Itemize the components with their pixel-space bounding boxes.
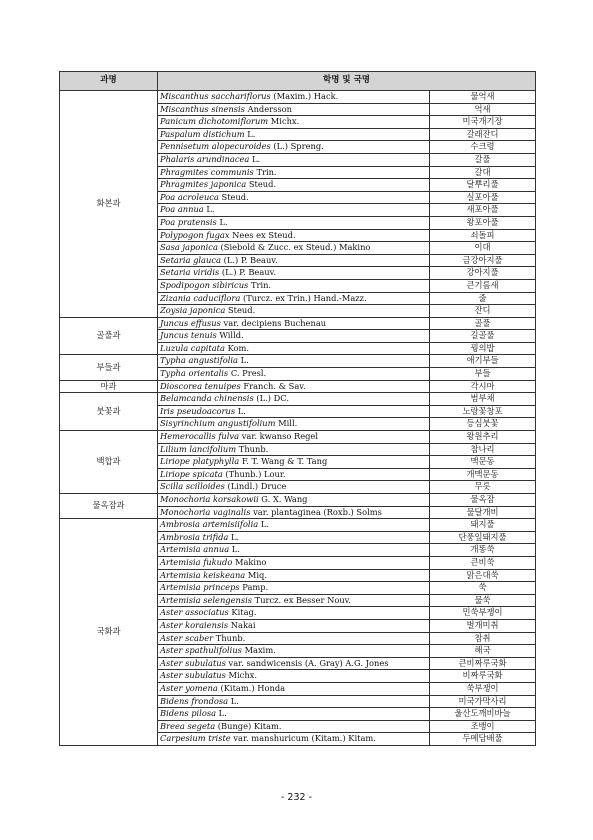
scientific-name-cell: [158, 418, 430, 431]
author-name: Willd.: [219, 330, 244, 341]
scientific-name-cell: [158, 733, 430, 746]
korean-name: 강아지풀: [430, 267, 536, 280]
scientific-name-cell: [158, 670, 430, 683]
scientific-name-cell: [158, 191, 430, 204]
korean-name: 미국가막사리: [430, 695, 536, 708]
scientific-name: Artemisia selengensis: [160, 594, 253, 605]
korean-name: 물쑥: [430, 594, 536, 607]
family-name: 물옥잠과: [60, 494, 158, 519]
korean-name: 비짜루국화: [430, 670, 536, 683]
family-name: 화본과: [60, 91, 158, 318]
korean-name: 금강아지풀: [430, 254, 536, 267]
author-name: (Lindl.) Druce: [227, 481, 287, 492]
korean-name: 해국: [430, 645, 536, 658]
table-row: [60, 393, 536, 406]
scientific-name: Setaria viridis: [160, 267, 220, 278]
korean-name: 꿩의밥: [430, 342, 536, 355]
author-name: var. manshuricum (Kitam.) Kitam.: [233, 733, 376, 744]
scientific-name-cell: [158, 141, 430, 154]
author-name: var. kwanso Regel: [241, 431, 318, 442]
scientific-name-cell: [158, 393, 430, 406]
korean-name: 이대: [430, 242, 536, 255]
scientific-name-cell: [158, 204, 430, 217]
scientific-name: Phragmites japonica: [160, 179, 247, 190]
scientific-name: Aster koraiensis: [160, 619, 229, 630]
family-column-header: 과명: [60, 72, 158, 91]
korean-name: 무릇: [430, 481, 536, 494]
scientific-name: Dioscorea tenuipes: [160, 380, 241, 391]
korean-name: 범부채: [430, 393, 536, 406]
author-name: Miq.: [247, 569, 267, 580]
korean-name: 벌개미취: [430, 619, 536, 632]
korean-name: 물옥잠: [430, 494, 536, 507]
scientific-name: Poa pratensis: [160, 216, 217, 227]
author-name: Franch. & Sav.: [243, 380, 306, 391]
scientific-name: Monochoria vaginalis: [160, 506, 251, 517]
author-name: Pamp.: [242, 582, 269, 593]
scientific-name: Spodipogon sibiricus: [160, 279, 249, 290]
scientific-name: Artemisia princeps: [160, 582, 240, 593]
scientific-name: Phalaris arundinacea: [160, 153, 250, 164]
korean-name: 조뱅이: [430, 720, 536, 733]
scientific-name-cell: [158, 330, 430, 343]
family-name: 붓꽃과: [60, 393, 158, 431]
korean-name: 실포아풀: [430, 191, 536, 204]
scientific-name-cell: [158, 103, 430, 116]
scientific-name-cell: [158, 355, 430, 368]
scientific-name: Aster subulatus: [160, 670, 226, 681]
scientific-name: Polypogon fugax: [160, 229, 230, 240]
author-name: F. T. Wang & T. Tang: [241, 456, 328, 467]
scientific-name-cell: [158, 594, 430, 607]
scientific-name-cell: [158, 116, 430, 129]
scientific-name-cell: [158, 443, 430, 456]
scientific-name: Artemisia annua: [160, 544, 230, 555]
author-name: Andersson: [247, 103, 292, 114]
korean-name: 두메담배풀: [430, 733, 536, 746]
scientific-name-cell: [158, 279, 430, 292]
author-name: Michx.: [270, 116, 300, 127]
scientific-name-cell: [158, 607, 430, 620]
author-name: (L.) P. Beauv.: [221, 267, 276, 278]
scientific-name: Aster spathulifolius: [160, 645, 242, 656]
scientific-name: Iris pseudoacorus: [160, 405, 236, 416]
korean-name: 돼지풀: [430, 519, 536, 532]
korean-name: 새포아풀: [430, 204, 536, 217]
author-name: L.: [206, 204, 215, 215]
scientific-name-cell: [158, 128, 430, 141]
family-name: 부들과: [60, 355, 158, 380]
author-name: Trin.: [250, 279, 272, 290]
scientific-name: Ambrosia artemisiifolia: [160, 519, 259, 530]
scientific-name-cell: [158, 569, 430, 582]
scientific-name: Breea segeta: [160, 720, 216, 731]
author-name: Mill.: [278, 418, 298, 429]
author-name: var. plantaginea (Roxb.) Solms: [253, 506, 382, 517]
scientific-name: Aster scaber: [160, 632, 214, 643]
scientific-name: Ambrosia trifida: [160, 531, 229, 542]
scientific-name-cell: [158, 267, 430, 280]
table-row: [60, 519, 536, 532]
author-name: Kom.: [227, 342, 250, 353]
author-name: (L.) Spreng.: [273, 141, 324, 152]
scientific-name-cell: [158, 91, 430, 104]
author-name: L.: [230, 695, 239, 706]
scientific-name-cell: [158, 582, 430, 595]
author-name: Steud.: [221, 191, 249, 202]
scientific-name: Artemisia keiskeana: [160, 569, 246, 580]
scientific-name-cell: [158, 645, 430, 658]
scientific-name-cell: [158, 456, 430, 469]
scientific-name-cell: [158, 368, 430, 381]
scientific-name-cell: [158, 481, 430, 494]
korean-name: 단풍잎돼지풀: [430, 531, 536, 544]
scientific-name: Panicum dichotomiflorum: [160, 116, 269, 127]
scientific-name: Miscanthus sinensis: [160, 103, 245, 114]
author-name: var. decipiens Buchenau: [223, 317, 327, 328]
scientific-name-cell: [158, 242, 430, 255]
author-name: L.: [252, 153, 261, 164]
scientific-name: Artemisia fukudo: [160, 556, 233, 567]
scientific-name: Sasa japonica: [160, 242, 218, 253]
scientific-name-cell: [158, 619, 430, 632]
scientific-name-cell: [158, 153, 430, 166]
korean-name: 억새: [430, 103, 536, 116]
scientific-name: Poa annua: [160, 204, 204, 215]
korean-name: 울산도깨비바늘: [430, 708, 536, 721]
author-name: (L.) DC.: [256, 393, 289, 404]
table-row: [60, 355, 536, 368]
scientific-name-cell: [158, 695, 430, 708]
table-row: [60, 91, 536, 104]
author-name: L.: [218, 708, 227, 719]
scientific-name-cell: [158, 405, 430, 418]
korean-name: 길골풀: [430, 330, 536, 343]
korean-name: 물억새: [430, 91, 536, 104]
scientific-name-cell: [158, 317, 430, 330]
scientific-name-cell: [158, 682, 430, 695]
scientific-name: Zizania caduciflora: [160, 292, 241, 303]
scientific-name: Miscanthus sacchariflorus: [160, 91, 271, 101]
family-name: 마과: [60, 380, 158, 393]
scientific-name-cell: [158, 179, 430, 192]
scientific-name: Aster yomena: [160, 682, 218, 693]
scientific-name: Typha orientalis: [160, 368, 229, 379]
korean-name: 애기부들: [430, 355, 536, 368]
scientific-name-cell: [158, 305, 430, 318]
scientific-name-cell: [158, 720, 430, 733]
korean-name: 왕포아풀: [430, 216, 536, 229]
scientific-name-cell: [158, 216, 430, 229]
scientific-name: Bidens pilosa: [160, 708, 217, 719]
scientific-name-cell: [158, 380, 430, 393]
scientific-name: Belamcanda chinensis: [160, 393, 254, 404]
korean-name: 쑥부쟁이: [430, 682, 536, 695]
scientific-name: Luzula capitata: [160, 342, 225, 353]
author-name: L.: [240, 355, 249, 366]
scientific-name-cell: [158, 632, 430, 645]
scientific-name-cell: [158, 519, 430, 532]
scientific-name-cell: [158, 342, 430, 355]
korean-name: 갈풀: [430, 153, 536, 166]
scientific-name-cell: [158, 431, 430, 444]
author-name: Trin.: [256, 166, 277, 177]
scientific-name: Monochoria korsakowii: [160, 494, 259, 504]
scientific-name-cell: [158, 657, 430, 670]
author-name: G. X. Wang: [261, 494, 308, 504]
author-name: L.: [260, 519, 269, 530]
author-name: (Turcz. ex Trin.) Hand.-Mazz.: [242, 292, 367, 303]
author-name: (L.) P. Beauv.: [223, 254, 278, 265]
author-name: L.: [237, 405, 246, 416]
scientific-name-cell: [158, 531, 430, 544]
author-name: C. Presl.: [230, 368, 267, 379]
scientific-name-cell: [158, 468, 430, 481]
family-name: 골풀과: [60, 317, 158, 355]
species-table: [59, 71, 536, 746]
table-row: [60, 494, 536, 507]
scientific-name: Pennisetum alopecuroides: [160, 141, 271, 152]
scientific-name-cell: [158, 556, 430, 569]
korean-name: 노랑꽃창포: [430, 405, 536, 418]
korean-name: 쑥: [430, 582, 536, 595]
scientific-name: Sisyrinchium angustifolium: [160, 418, 276, 429]
author-name: (Kitam.) Honda: [220, 682, 286, 693]
table-header-row: [60, 72, 536, 91]
korean-name: 왕원추리: [430, 431, 536, 444]
scientific-name-cell: [158, 292, 430, 305]
korean-name: 개똥쑥: [430, 544, 536, 557]
korean-name: 맥문동: [430, 456, 536, 469]
author-name: Nees ex Steud.: [232, 229, 296, 240]
scientific-name-cell: [158, 254, 430, 267]
scientific-name-cell: [158, 166, 430, 179]
korean-name: 부들: [430, 368, 536, 381]
scientific-name: Liriope spicata: [160, 468, 223, 479]
scientific-name: Typha angustifolia: [160, 355, 238, 366]
table-row: [60, 317, 536, 330]
table-body: [60, 91, 536, 746]
author-name: Turcz. ex Besser Nouv.: [254, 594, 352, 605]
korean-name: 갈래잔디: [430, 128, 536, 141]
scientific-name: Juncus effusus: [160, 317, 221, 328]
korean-name: 쇠돌피: [430, 229, 536, 242]
family-name: 국화과: [60, 519, 158, 746]
family-name: 백합과: [60, 431, 158, 494]
page-number: - 232 -: [280, 792, 313, 803]
scientific-name-cell: [158, 229, 430, 242]
scientific-name: Hemerocallis fulva: [160, 431, 240, 442]
names-column-header: 학명 및 국명: [158, 72, 536, 91]
korean-name: 큰기름새: [430, 279, 536, 292]
korean-name: 갈대: [430, 166, 536, 179]
korean-name: 줄: [430, 292, 536, 305]
scientific-name: Aster associatus: [160, 607, 229, 618]
author-name: (Siebold & Zucc. ex Steud.) Makino: [220, 242, 371, 253]
korean-name: 미국개기장: [430, 116, 536, 129]
scientific-name: Liriope platyphylla: [160, 456, 240, 467]
author-name: L.: [247, 128, 256, 139]
author-name: L.: [231, 531, 240, 542]
korean-name: 민쑥부쟁이: [430, 607, 536, 620]
author-name: Makino: [234, 556, 267, 567]
scientific-name: Bidens frondosa: [160, 695, 229, 706]
korean-name: 잔디: [430, 305, 536, 318]
korean-name: 달뿌리풀: [430, 179, 536, 192]
korean-name: 수크령: [430, 141, 536, 154]
scientific-name-cell: [158, 506, 430, 519]
table-row: [60, 380, 536, 393]
scientific-name: Lilium lancifolium: [160, 443, 237, 454]
author-name: (Bunge) Kitam.: [217, 720, 282, 731]
author-name: L.: [231, 544, 240, 555]
korean-name: 각시마: [430, 380, 536, 393]
author-name: (Thunb.) Lour.: [225, 468, 286, 479]
korean-name: 맑은대쑥: [430, 569, 536, 582]
scientific-name: Scilla scilloides: [160, 481, 225, 492]
table-row: [60, 431, 536, 444]
scientific-name-cell: [158, 494, 430, 507]
korean-name: 참취: [430, 632, 536, 645]
korean-name: 등심붓꽃: [430, 418, 536, 431]
korean-name: 골풀: [430, 317, 536, 330]
author-name: Steud.: [228, 305, 256, 316]
author-name: Thunb.: [215, 632, 246, 643]
author-name: Steud.: [248, 179, 277, 190]
author-name: Michx.: [228, 670, 257, 681]
scientific-name: Paspalum distichum: [160, 128, 245, 139]
korean-name: 큰비쑥: [430, 556, 536, 569]
scientific-name: Aster subulatus: [160, 657, 226, 668]
author-name: L.: [219, 216, 228, 227]
author-name: Thunb.: [238, 443, 269, 454]
author-name: Maxim.: [244, 645, 276, 656]
scientific-name: Carpesium triste: [160, 733, 231, 744]
author-name: Nakai: [230, 619, 256, 630]
scientific-name: Juncus tenuis: [160, 330, 217, 341]
scientific-name: Phragmites communis: [160, 166, 254, 177]
author-name: var. sandwicensis (A. Gray) A.G. Jones: [228, 657, 389, 668]
author-name: (Maxim.) Hack.: [273, 91, 339, 101]
scientific-name: Zoysia japonica: [160, 305, 226, 316]
author-name: Kitag.: [231, 607, 257, 618]
scientific-name: Setaria glauca: [160, 254, 221, 265]
scientific-name-cell: [158, 544, 430, 557]
korean-name: 참나리: [430, 443, 536, 456]
scientific-name-cell: [158, 708, 430, 721]
korean-name: 개맥문동: [430, 468, 536, 481]
korean-name: 물달개비: [430, 506, 536, 519]
scientific-name: Poa acroleuca: [160, 191, 219, 202]
korean-name: 큰비짜루국화: [430, 657, 536, 670]
